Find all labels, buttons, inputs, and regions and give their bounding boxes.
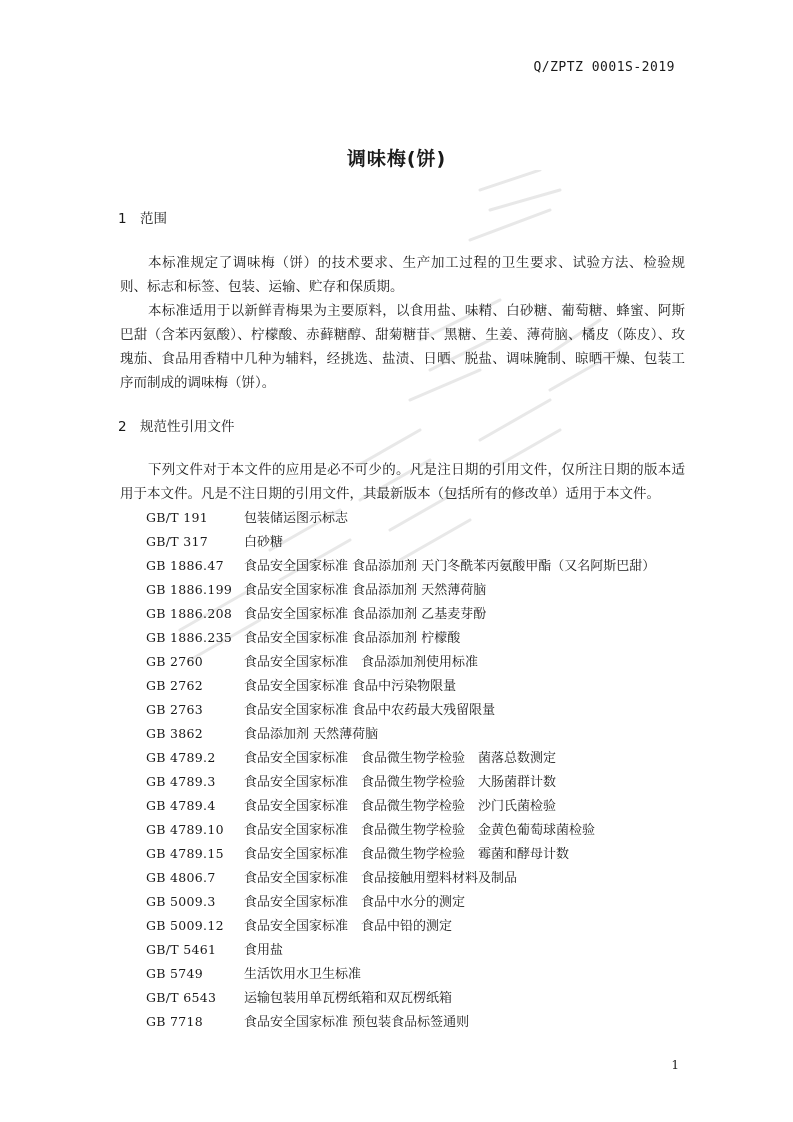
reference-item bbox=[146, 866, 655, 890]
reference-title: 食品安全国家标准 食品中水分的测定 bbox=[244, 895, 466, 910]
reference-code: GB/T 5461 bbox=[146, 942, 217, 957]
section-1-number: 1 bbox=[118, 211, 127, 227]
reference-title: 食品安全国家标准 食品添加剂 天门冬酰苯丙氨酸甲酯（又名阿斯巴甜） bbox=[244, 559, 656, 574]
reference-title: 食品安全国家标准 食品微生物学检验 大肠菌群计数 bbox=[244, 775, 557, 790]
reference-item bbox=[146, 506, 655, 530]
reference-code: GB 4789.4 bbox=[146, 798, 216, 813]
reference-item bbox=[146, 602, 655, 626]
reference-code: GB 4789.2 bbox=[146, 750, 216, 765]
reference-code: GB 5009.3 bbox=[146, 894, 216, 909]
reference-title: 食品添加剂 天然薄荷脑 bbox=[244, 727, 379, 742]
reference-item bbox=[146, 746, 655, 770]
reference-item bbox=[146, 890, 655, 914]
reference-item bbox=[146, 842, 655, 866]
reference-code: GB 1886.208 bbox=[146, 606, 233, 621]
reference-code: GB 1886.199 bbox=[146, 582, 233, 597]
reference-title: 食品安全国家标准 食品添加剂使用标准 bbox=[244, 655, 479, 670]
reference-code: GB 4789.3 bbox=[146, 774, 216, 789]
reference-item bbox=[146, 938, 655, 962]
reference-item bbox=[146, 674, 655, 698]
reference-title: 生活饮用水卫生标准 bbox=[244, 967, 362, 982]
reference-title: 食品安全国家标准 食品添加剂 柠檬酸 bbox=[244, 631, 461, 646]
reference-title: 食品安全国家标准 食品添加剂 天然薄荷脑 bbox=[244, 583, 487, 598]
reference-item bbox=[146, 530, 655, 554]
document-code: Q/ZPTZ 0001S-2019 bbox=[533, 60, 675, 75]
reference-code: GB 4806.7 bbox=[146, 870, 216, 885]
reference-title: 白砂糖 bbox=[244, 535, 284, 550]
reference-title: 食品安全国家标准 食品添加剂 乙基麦芽酚 bbox=[244, 607, 487, 622]
reference-item bbox=[146, 914, 655, 938]
reference-title: 食用盐 bbox=[244, 943, 284, 958]
page-number: 1 bbox=[671, 1058, 679, 1072]
section-1-title: 范围 bbox=[140, 211, 167, 227]
document-title: 调味梅(饼) bbox=[346, 148, 447, 170]
reference-code: GB 2760 bbox=[146, 654, 204, 669]
section-1-paragraph-1: 本标准规定了调味梅（饼）的技术要求、生产加工过程的卫生要求、试验方法、检验规则、标志和标签、包装、运输、贮存和保质期。 bbox=[120, 255, 685, 295]
reference-title: 运输包装用单瓦楞纸箱和双瓦楞纸箱 bbox=[244, 991, 453, 1006]
reference-item bbox=[146, 770, 655, 794]
reference-code: GB 1886.235 bbox=[146, 630, 233, 645]
section-1-heading bbox=[118, 207, 167, 227]
reference-code: GB 2763 bbox=[146, 702, 204, 717]
reference-title: 食品安全国家标准 食品中铅的测定 bbox=[244, 919, 453, 934]
reference-item bbox=[146, 962, 655, 986]
section-1-paragraph-2: 本标准适用于以新鲜青梅果为主要原料，以食用盐、味精、白砂糖、葡萄糖、蜂蜜、阿斯巴甜（含苯丙氨酸）、柠檬酸、赤藓糖醇、甜菊糖苷、黑糖、生姜、薄荷脑、橘皮（陈皮）、玫瑰茄、食品用香精中几种为辅料，经挑选、盐渍、日晒、脱盐、调味腌制、晾晒干燥、包装工序而制成的调味梅（饼）。 bbox=[120, 303, 685, 391]
reference-title: 食品安全国家标准 食品接触用塑料材料及制品 bbox=[244, 871, 518, 886]
section-2-title: 规范性引用文件 bbox=[140, 419, 235, 435]
reference-code: GB 5009.12 bbox=[146, 918, 224, 933]
reference-code: GB 2762 bbox=[146, 678, 204, 693]
section-2-paragraph-1: 下列文件对于本文件的应用是必不可少的。凡是注日期的引用文件，仅所注日期的版本适用于本文件。凡是不注日期的引用文件，其最新版本（包括所有的修改单）适用于本文件。 bbox=[120, 462, 685, 502]
reference-item bbox=[146, 626, 655, 650]
section-2-number: 2 bbox=[118, 419, 127, 435]
reference-code: GB 3862 bbox=[146, 726, 204, 741]
reference-item bbox=[146, 650, 655, 674]
reference-item bbox=[146, 554, 655, 578]
section-2-heading bbox=[118, 415, 235, 435]
reference-item bbox=[146, 578, 655, 602]
reference-title: 食品安全国家标准 预包装食品标签通则 bbox=[244, 1015, 470, 1030]
reference-code: GB 7718 bbox=[146, 1014, 204, 1029]
reference-code: GB 4789.15 bbox=[146, 846, 224, 861]
reference-title: 食品安全国家标准 食品微生物学检验 金黄色葡萄球菌检验 bbox=[244, 823, 596, 838]
reference-item bbox=[146, 698, 655, 722]
reference-item bbox=[146, 794, 655, 818]
reference-item bbox=[146, 1010, 655, 1034]
reference-title: 包装储运图示标志 bbox=[244, 511, 349, 526]
reference-item bbox=[146, 986, 655, 1010]
reference-title: 食品安全国家标准 食品中农药最大残留限量 bbox=[244, 703, 496, 718]
reference-list bbox=[146, 506, 655, 1034]
reference-title: 食品安全国家标准 食品微生物学检验 沙门氏菌检验 bbox=[244, 799, 557, 814]
reference-title: 食品安全国家标准 食品微生物学检验 菌落总数测定 bbox=[244, 751, 557, 766]
reference-title: 食品安全国家标准 食品中污染物限量 bbox=[244, 679, 457, 694]
reference-code: GB/T 317 bbox=[146, 534, 208, 549]
reference-title: 食品安全国家标准 食品微生物学检验 霉菌和酵母计数 bbox=[244, 847, 570, 862]
reference-code: GB 1886.47 bbox=[146, 558, 224, 573]
reference-code: GB/T 191 bbox=[146, 510, 208, 525]
reference-item bbox=[146, 722, 655, 746]
reference-code: GB/T 6543 bbox=[146, 990, 217, 1005]
reference-item bbox=[146, 818, 655, 842]
reference-code: GB 5749 bbox=[146, 966, 204, 981]
reference-code: GB 4789.10 bbox=[146, 822, 224, 837]
